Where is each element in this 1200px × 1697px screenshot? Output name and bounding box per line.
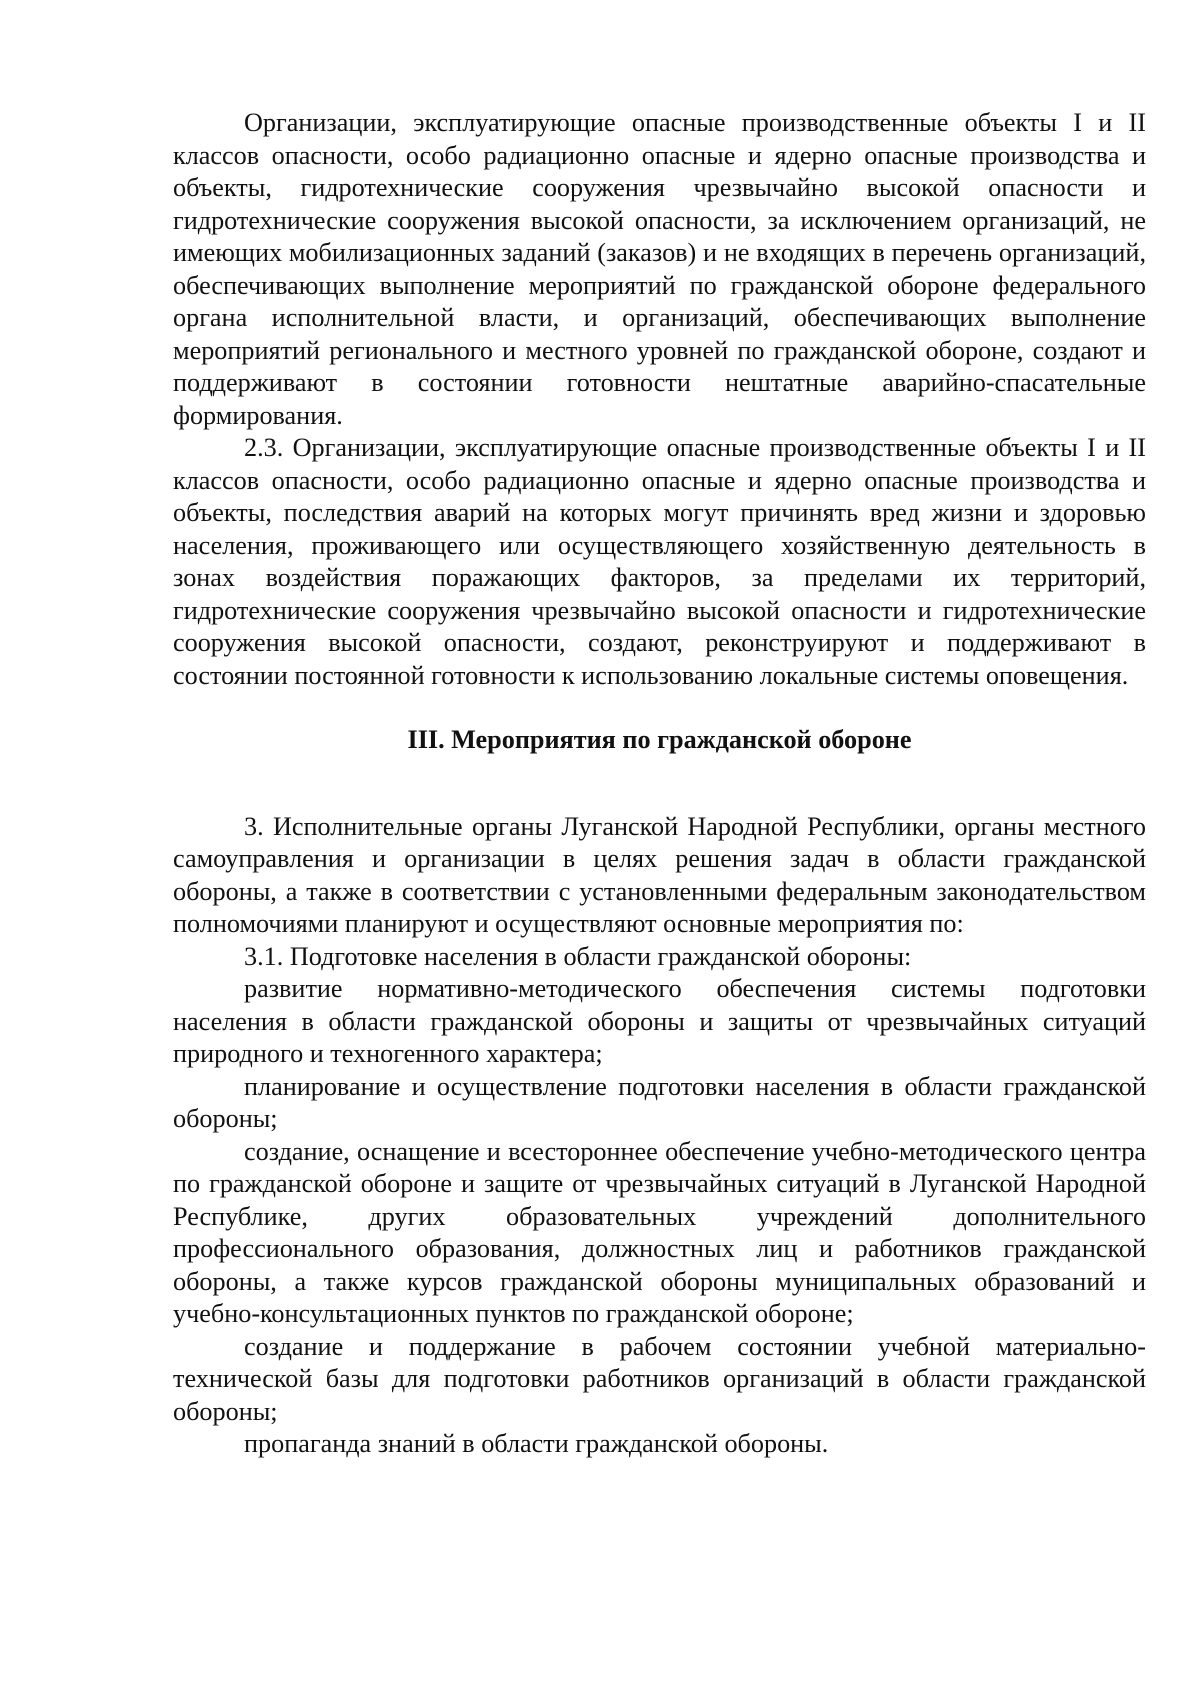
paragraph-2-3-local-warning-systems: 2.3. Организации, эксплуатирующие опасные производственные объекты I и II классов опасности, особо радиационно опасные и ядерно опасные производства и объекты, последствия аварий на которых могут причинять вред жизни и здоровью населения, проживающего или осуществляющего хозяйственную деятельность в зонах воздействия поражающих факторов, за пределами их территорий, гидротехнические сооружения чрезвычайно высокой опасности и гидротехнические сооружения высокой опасности, создают, реконструируют и поддерживают в состоянии постоянной готовности к использованию локальные системы оповещения.	[173, 433, 1146, 690]
spacer	[173, 692, 1146, 724]
section-heading: III. Мероприятия по гражданской обороне	[407, 725, 912, 754]
paragraph-propaganda: пропаганда знаний в области гражданской обороны.	[244, 1429, 829, 1458]
paragraph-normative-methodical: развитие нормативно-методического обеспечения системы подготовки населения в области гражданской обороны и защиты от чрезвычайных ситуаций природного и техногенного характера;	[173, 974, 1146, 1068]
document-page	[173, 107, 1146, 1461]
paragraph-3-1-population-training: 3.1. Подготовке населения в области гражданской обороны:	[244, 941, 912, 971]
spacer	[173, 757, 1146, 811]
paragraph-material-base: создание и поддержание в рабочем состоянии учебной материально-технической базы для подготовки работников организаций в области гражданской обороны;	[173, 1331, 1146, 1426]
paragraph-training-center: создание, оснащение и всестороннее обеспечение учебно-методического центра по гражданской обороне и защите от чрезвычайных ситуаций в Луганской Народной Республике, других образовательных учреждений дополнительного профессионального образования, должностных лиц и работников гражданской обороны, а также курсов гражданской обороны муниципальных образований и учебно-консультационных пунктов по гражданской обороне;	[173, 1136, 1146, 1328]
paragraph-organizations-emergency-units: Организации, эксплуатирующие опасные производственные объекты I и II классов опасности, особо радиационно опасные и ядерно опасные производства и объекты, гидротехнические сооружения чрезвычайно высокой опасности и гидротехнические сооружения высокой опасности, за исключением организаций, не имеющих мобилизационных заданий (заказов) и не входящих в перечень организаций, обеспечивающих выполнение мероприятий по гражданской обороне федерального органа исполнительной власти, и организаций, обеспечивающих выполнение мероприятий регионального и местного уровней по гражданской обороне, создают и поддерживают в состоянии готовности нештатные аварийно-спасательные формирования.	[173, 108, 1146, 430]
paragraph-3-main-measures: 3. Исполнительные органы Луганской Народной Республики, органы местного самоуправления и организации в целях решения задач в области гражданской обороны, а также в соответствии с установленными федеральным законодательством полномочиями планируют и осуществляют основные мероприятия по:	[173, 811, 1146, 938]
paragraph-planning-training: планирование и осуществление подготовки населения в области гражданской обороны;	[173, 1071, 1146, 1133]
